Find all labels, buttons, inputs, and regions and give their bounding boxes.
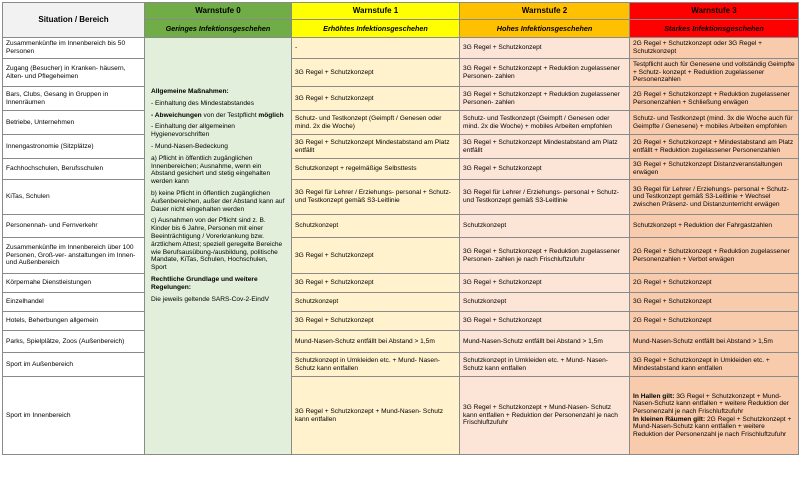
warnstufe-1-cell: 3G Regel + Schutzkonzept — [292, 274, 460, 293]
sport-hallen-rule: In Hallen gilt: 3G Regel + Schutzkonzept + Mund-Nasen-Schutz kann entfallen + weitere Reduktion der Personenzahl je nach Frischluftzufuhr — [633, 392, 789, 415]
situation-cell: Sport im Innenbereich — [3, 377, 145, 455]
warnstufe-2-cell: 3G Regel + Schutzkonzept + Mund-Nasen- Schutz kann entfallen + Reduktion der Personenzahl je nach Frischluftzufuhr — [460, 377, 630, 455]
warnstufe-3-cell: 3G Regel + Schutzkonzept in Umkleiden etc. + Mindestabstand kann entfallen — [630, 353, 799, 377]
table-row — [3, 377, 799, 455]
warnstufe-0-measures — [145, 38, 292, 455]
warnstufe-2-cell: Schutzkonzept in Umkleiden etc. + Mund- Nasen-Schutz kann entfallen — [460, 353, 630, 377]
warnstufe-2-cell: Schutzkonzept — [460, 293, 630, 312]
warnstufe-1-cell: - — [292, 38, 460, 59]
table-row — [3, 215, 799, 238]
situation-cell: Innengastronomie (Sitzplätze) — [3, 135, 145, 159]
table-row — [3, 353, 799, 377]
warnstufe-3-cell: Schutz- und Testkonzept (mind. 3x die Woche auch für Geimpfte / Genesene) + mobiles Arbeiten empfohlen — [630, 111, 799, 135]
warnstufe-2-cell: 3G Regel + Schutzkonzept + Reduktion zugelassener Personen- zahlen je nach Frischluftzufuhr — [460, 238, 630, 274]
subheader-warnstufe-2: Hohes Infektionsgeschehen — [460, 20, 630, 38]
warnstufe-1-cell: Schutzkonzept in Umkleiden etc. + Mund- Nasen-Schutz kann entfallen — [292, 353, 460, 377]
warnstufe-3-cell: 2G Regel + Schutzkonzept + Mindestabstand am Platz entfällt + Reduktion zugelassener Personenzahlen — [630, 135, 799, 159]
measure-distance: - Einhaltung des Mindestabstandes — [151, 99, 255, 107]
header-warnstufe-3: Warnstufe 3 — [630, 3, 799, 20]
subheader-warnstufe-3: Starkes Infektionsgeschehen — [630, 20, 799, 38]
warnstufe-2-cell: 3G Regel + Schutzkonzept — [460, 312, 630, 331]
header-warnstufe-1: Warnstufe 1 — [292, 3, 460, 20]
situation-cell: Fachhochschulen, Berufsschulen — [3, 159, 145, 180]
sport-kleine-raeume-rule: In kleinen Räumen gilt: 2G Regel + Schutzkonzept + Mund-Nasen-Schutz kann entfallen + weitere Reduktion der Personenzahl je nach Frischluftzufuhr — [633, 415, 792, 438]
table-row — [3, 159, 799, 180]
warnstufe-3-cell: Schutzkonzept + Reduktion der Fahrgastzahlen — [630, 215, 799, 238]
situation-cell: Zusammenkünfte im Innenbereich über 100 Personen, Groß-ver- anstaltungen im Innen- und Außenbereich — [3, 238, 145, 274]
header-situation: Situation / Bereich — [3, 3, 145, 38]
warnstufe-3-cell — [630, 377, 799, 455]
warnstufe-3-cell: 2G Regel + Schutzkonzept — [630, 312, 799, 331]
table-row — [3, 293, 799, 312]
situation-cell: Hotels, Beherbungen allgemein — [3, 312, 145, 331]
warnstufe-3-cell: 2G Regel + Schutzkonzept oder 3G Regel + Schutzkonzept — [630, 38, 799, 59]
warnstufen-table — [2, 2, 799, 455]
table-row — [3, 135, 799, 159]
warnstufe-1-cell: 3G Regel + Schutzkonzept — [292, 87, 460, 111]
table-row — [3, 274, 799, 293]
general-measures-heading: Allgemeine Maßnahmen: — [151, 88, 229, 95]
measure-test-deviation: - Abweichungen von der Testpflicht möglich — [151, 111, 284, 119]
situation-cell: Bars, Clubs, Gesang in Gruppen in Innenräumen — [3, 87, 145, 111]
situation-cell: Sport im Außenbereich — [3, 353, 145, 377]
warnstufe-2-cell: 3G Regel für Lehrer / Erziehungs- personal + Schutz- und Testkonzept gemäß S3-Leitlinie — [460, 180, 630, 215]
warnstufe-2-cell: 3G Regel + Schutzkonzept + Reduktion zugelassener Personen- zahlen — [460, 59, 630, 87]
header-warnstufe-2: Warnstufe 2 — [460, 3, 630, 20]
warnstufe-3-cell: 2G Regel + Schutzkonzept + Reduktion zugelassener Personenzahlen + Schließung erwägen — [630, 87, 799, 111]
table-row — [3, 59, 799, 87]
warnstufe-1-cell: 3G Regel für Lehrer / Erziehungs- personal + Schutz- und Testkonzept gemäß S3-Leitlinie — [292, 180, 460, 215]
measure-mask-c: c) Ausnahmen von der Pflicht sind z. B. Kinder bis 6 Jahre, Personen mit einer Beeinträchtigung / Vorerkrankung bzw. ärztlichem Attest; speziell geregelte Bereiche wie Berufsausübung-/ausbildung, politische Mandate, KiTas, Schulen, Hochschulen, Sport — [151, 217, 283, 272]
subheader-warnstufe-0: Geringes Infektionsgeschehen — [145, 20, 292, 38]
warnstufe-1-cell: 3G Regel + Schutzkonzept — [292, 59, 460, 87]
situation-cell: Personennah- und Fernverkehr — [3, 215, 145, 238]
situation-cell: Betriebe, Unternehmen — [3, 111, 145, 135]
warnstufe-2-cell: Mund-Nasen-Schutz entfällt bei Abstand > 1,5m — [460, 331, 630, 353]
warnstufe-1-cell: Schutzkonzept — [292, 215, 460, 238]
warnstufe-2-cell: 3G Regel + Schutzkonzept — [460, 159, 630, 180]
legal-basis-text: Die jeweils geltende SARS-Cov-2-EindV — [151, 295, 270, 303]
warnstufe-3-cell: 3G Regel + Schutzkonzept — [630, 293, 799, 312]
table-row — [3, 87, 799, 111]
warnstufe-2-cell: Schutz- und Testkonzept (Geimpft / Genesen oder mind. 2x die Woche) + mobiles Arbeiten empfohlen — [460, 111, 630, 135]
table-row — [3, 331, 799, 353]
table-row — [3, 38, 799, 59]
warnstufe-3-cell: Testpflicht auch für Genesene und vollständig Geimpfte + Schutz- konzept + Reduktion zugelassener Personenzahlen — [630, 59, 799, 87]
legal-basis-heading: Rechtliche Grundlage und weitere Regelungen: — [151, 275, 258, 291]
warnstufe-1-cell: Schutzkonzept + regelmäßige Selbsttests — [292, 159, 460, 180]
warnstufe-2-cell: 3G Regel + Schutzkonzept + Reduktion zugelassener Personen- zahlen — [460, 87, 630, 111]
warnstufe-3-cell: 3G Regel für Lehrer / Erziehungs- personal + Schutz- und Testkonzept gemäß S3-Leitlinie + Wechsel zwischen Präsenz- und Distanzunterricht erwägen — [630, 180, 799, 215]
table-row — [3, 180, 799, 215]
table-row — [3, 312, 799, 331]
warnstufe-3-cell: 2G Regel + Schutzkonzept + Reduktion zugelassener Personenzahlen + Verbot erwägen — [630, 238, 799, 274]
header-warnstufe-0: Warnstufe 0 — [145, 3, 292, 20]
warnstufe-3-cell: 3G Regel + Schutzkonzept Distanzveranstaltungen erwägen — [630, 159, 799, 180]
warnstufe-1-cell: Schutz- und Testkonzept (Geimpft / Genesen oder mind. 2x die Woche) — [292, 111, 460, 135]
situation-cell: Körpernahe Dienstleistungen — [3, 274, 145, 293]
situation-cell: Parks, Spielplätze, Zoos (Außenbereich) — [3, 331, 145, 353]
table-row — [3, 111, 799, 135]
table-row — [3, 238, 799, 274]
warnstufe-1-cell: Schutzkonzept — [292, 293, 460, 312]
warnstufe-2-cell: 3G Regel + Schutzkonzept — [460, 38, 630, 59]
measure-mask-b: b) keine Pflicht in öffentlich zugänglichen Außenbereichen, außer der Abstand kann auf Dauer nicht eingehalten werden — [151, 189, 285, 213]
measure-mask: - Mund-Nasen-Bedeckung — [151, 142, 228, 150]
warnstufe-1-cell: 3G Regel + Schutzkonzept + Mund-Nasen- Schutz kann entfallen — [292, 377, 460, 455]
warnstufe-2-cell: Schutzkonzept — [460, 215, 630, 238]
situation-cell: KiTas, Schulen — [3, 180, 145, 215]
measure-hygiene: - Einhaltung der allgemeinen Hygienevorschriften — [151, 123, 235, 139]
warnstufe-1-cell: 3G Regel + Schutzkonzept Mindestabstand am Platz entfällt — [292, 135, 460, 159]
warnstufe-1-cell: 3G Regel + Schutzkonzept — [292, 238, 460, 274]
situation-cell: Einzelhandel — [3, 293, 145, 312]
warnstufe-3-cell: 2G Regel + Schutzkonzept — [630, 274, 799, 293]
subheader-warnstufe-1: Erhöhtes Infektionsgeschehen — [292, 20, 460, 38]
warnstufe-2-cell: 3G Regel + Schutzkonzept Mindestabstand am Platz entfällt — [460, 135, 630, 159]
situation-cell: Zusammenkünfte im Innenbereich bis 50 Personen — [3, 38, 145, 59]
warnstufe-1-cell: Mund-Nasen-Schutz entfällt bei Abstand > 1,5m — [292, 331, 460, 353]
warnstufe-3-cell: Mund-Nasen-Schutz entfällt bei Abstand > 1,5m — [630, 331, 799, 353]
warnstufe-1-cell: 3G Regel + Schutzkonzept — [292, 312, 460, 331]
measure-mask-a: a) Pflicht in öffentlich zugänglichen Innenbereichen; Ausnahme, wenn ein Abstand gesichert und stetig eingehalten werden kann — [151, 154, 271, 186]
warnstufe-2-cell: 3G Regel + Schutzkonzept — [460, 274, 630, 293]
situation-cell: Zugang (Besucher) in Kranken- häusern, Alten- und Pflegeheimen — [3, 59, 145, 87]
